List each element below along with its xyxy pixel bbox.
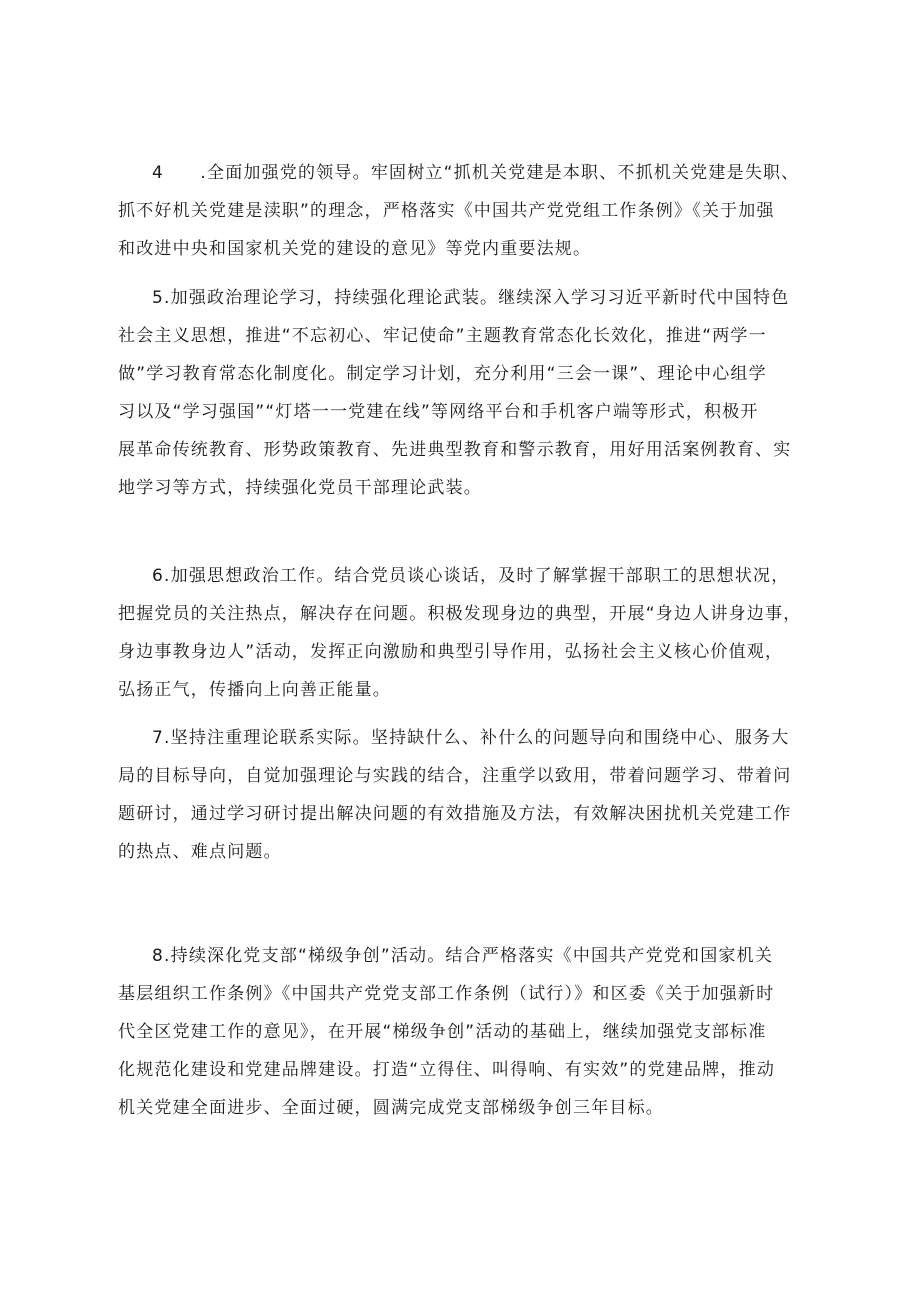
- paragraph-line: 化规范化建设和党建品牌建设。打造“立得住、叫得响、有实效”的党建品牌，推动: [118, 1060, 776, 1080]
- paragraph-line: 基层组织工作条例》《中国共产党党支部工作条例（试行）》和区委《关于加强新时: [118, 984, 775, 1004]
- paragraph-line: 4 .全面加强党的领导。牢固树立“抓机关党建是本职、不抓机关党建是失职、: [152, 163, 800, 183]
- paragraph-line: 8.持续深化党支部“梯级争创”活动。结合严格落实《中国共产党党和国家机关: [152, 946, 774, 966]
- paragraph-line: 机关党建全面进步、全面过硬，圆满完成党支部梯级争创三年目标。: [118, 1098, 664, 1118]
- paragraph-5: [118, 279, 808, 507]
- paragraph-line: 和改进中央和国家机关党的建设的意见》等党内重要法规。: [118, 239, 592, 259]
- paragraph-line: 代全区党建工作的意见》，在开展“梯级争创”活动的基础上，继续加强党支部标准: [118, 1022, 767, 1042]
- paragraph-4: [118, 154, 808, 268]
- paragraph-line: 做”学习教育常态化制度化。制定学习计划，充分利用“三会一课”、理论中心组学: [118, 364, 767, 384]
- paragraph-line: 抓不好机关党建是渎职”的理念，严格落实《中国共产党党组工作条例》《关于加强: [118, 201, 775, 221]
- paragraph-line: 题研讨，通过学习研讨提出解决问题的有效措施及方法，有效解决困扰机关党建工作: [118, 804, 792, 824]
- paragraph-line: 弘扬正气，传播向上向善正能量。: [118, 680, 391, 700]
- paragraph-line: 身边事教身边人”活动，发挥正向激励和典型引导作用，弘扬社会主义核心价值观，: [118, 642, 784, 662]
- paragraph-line: 习以及“学习强国”“灯塔一一党建在线”等网络平台和手机客户端等形式，积极开: [118, 402, 759, 422]
- paragraph-line: 把握党员的关注热点，解决存在问题。积极发现身边的典型，开展“身边人讲身边事，: [118, 604, 802, 624]
- paragraph-line: 5.加强政治理论学习，持续强化理论武装。继续深入学习习近平新时代中国特色: [152, 288, 790, 308]
- paragraph-line: 的热点、难点问题。: [118, 842, 282, 862]
- paragraph-6: [118, 557, 808, 709]
- paragraph-line: 6.加强思想政治工作。结合党员谈心谈话，及时了解掌握干部职工的思想状况，: [152, 566, 790, 586]
- paragraph-line: 地学习等方式，持续强化党员干部理论武装。: [118, 478, 482, 498]
- paragraph-line: 7.坚持注重理论联系实际。坚持缺什么、补什么的问题导向和围绕中心、服务大: [152, 728, 790, 748]
- paragraph-7: [118, 719, 808, 871]
- paragraph-8: [118, 937, 808, 1127]
- paragraph-line: 展革命传统教育、形势政策教育、先进典型教育和警示教育，用好用活案例教育、实: [118, 440, 792, 460]
- paragraph-line: 局的目标导向，自觉加强理论与实践的结合，注重学以致用，带着问题学习、带着问: [118, 766, 792, 786]
- paragraph-line: 社会主义思想，推进“不忘初心、牢记使命”主题教育常态化长效化，推进“两学一: [118, 326, 767, 346]
